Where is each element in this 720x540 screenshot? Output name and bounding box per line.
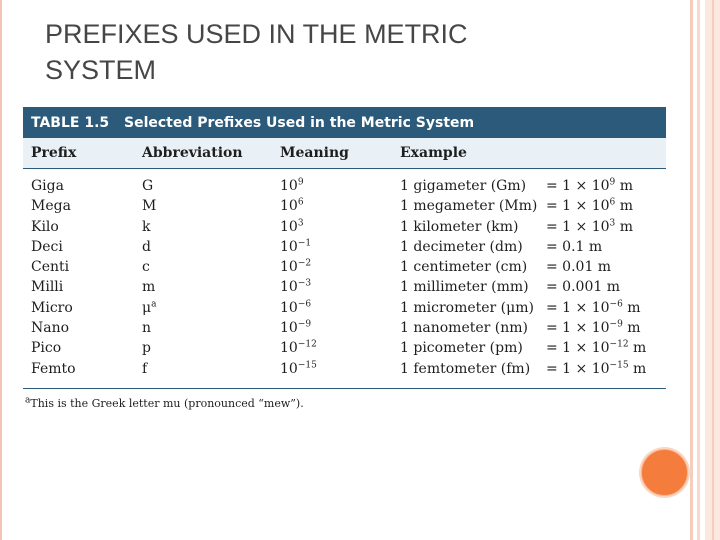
meaning-cell: $10^{-9}$ xyxy=(280,319,312,337)
prefix-cell: Milli xyxy=(31,279,64,296)
prefix-cell: Kilo xyxy=(31,218,59,235)
prefix-cell: Micro xyxy=(31,299,73,316)
meaning-cell: $10^{-6}$ xyxy=(280,299,312,316)
example-cell: 1 millimeter (mm) xyxy=(400,279,529,296)
table-row xyxy=(23,197,666,217)
meaning-cell: $10^{-12}$ xyxy=(280,339,317,357)
example-cell: 1 picometer (pm) xyxy=(400,340,523,357)
abbreviation-cell: G xyxy=(142,178,154,194)
meaning-cell: $10^3$ xyxy=(280,217,304,235)
meaning-cell: $10^6$ xyxy=(280,197,304,215)
abbreviation-cell: n xyxy=(142,320,152,337)
abbreviation-cell: k xyxy=(142,218,151,235)
prefix-cell: Pico xyxy=(31,340,62,357)
table-body xyxy=(23,169,666,380)
abbreviation-cell: M xyxy=(142,198,157,215)
meaning-cell: $10^9$ xyxy=(280,177,304,194)
slide-title: PREFIXES USED IN THE METRIC SYSTEM xyxy=(45,19,468,85)
meaning-cell: $10^{-2}$ xyxy=(280,258,312,276)
table-caption: Selected Prefixes Used in the Metric System xyxy=(124,114,475,131)
equivalent-cell: = $1 \times 10^{-15}$ m xyxy=(546,360,647,377)
table-footnote xyxy=(23,397,666,410)
slide-left-border xyxy=(0,0,2,540)
equivalent-cell: = 0.01 m xyxy=(546,259,612,276)
equivalent-cell: = 0.001 m xyxy=(546,279,620,296)
table-row xyxy=(23,278,666,298)
footnote-text: This is the Greek letter mu (pronounced “mew”). xyxy=(30,397,304,411)
equivalent-cell: = $1 \times 10^9$ m xyxy=(546,177,634,194)
prefix-cell: Giga xyxy=(31,178,64,194)
example-cell: 1 femtometer (fm) xyxy=(400,360,531,377)
abbreviation-cell: d xyxy=(142,238,151,255)
table-row xyxy=(23,177,666,197)
meaning-cell: $10^{-3}$ xyxy=(280,278,312,296)
equivalent-cell: = $1 \times 10^3$ m xyxy=(546,217,634,235)
abbreviation-cell: p xyxy=(142,340,151,357)
column-header-example: Example xyxy=(400,145,467,161)
prefix-cell: Deci xyxy=(31,238,63,255)
table-row xyxy=(23,238,666,258)
abbreviation-cell: $\mu^a$ xyxy=(142,299,157,316)
prefix-cell: Mega xyxy=(31,198,71,215)
table-header-bar xyxy=(23,107,666,138)
table-row xyxy=(23,258,666,278)
equivalent-cell: = $1 \times 10^6$ m xyxy=(546,197,634,215)
prefix-table xyxy=(23,107,666,410)
column-header-meaning: Meaning xyxy=(280,145,349,161)
meaning-cell: $10^{-1}$ xyxy=(280,238,312,255)
table-number: TABLE 1.5 xyxy=(31,114,110,131)
abbreviation-cell: c xyxy=(142,259,150,276)
table-row xyxy=(23,299,666,319)
table-bottom-rule xyxy=(23,388,666,390)
equivalent-cell: = $1 \times 10^{-9}$ m xyxy=(546,319,641,337)
column-header-abbreviation: Abbreviation xyxy=(142,145,243,161)
table-row xyxy=(23,339,666,359)
column-header-row xyxy=(23,138,666,169)
example-cell: 1 gigameter (Gm) xyxy=(400,178,527,194)
footnote-marker: a xyxy=(25,395,31,406)
abbreviation-cell: m xyxy=(142,279,156,296)
slide-right-stripe xyxy=(697,0,700,540)
decorative-circle xyxy=(641,449,688,496)
example-cell: 1 megameter (Mm) xyxy=(400,198,538,215)
column-header-prefix: Prefix xyxy=(31,145,77,161)
slide-right-stripe xyxy=(712,0,714,540)
example-cell: 1 decimeter (dm) xyxy=(400,238,523,255)
prefix-cell: Nano xyxy=(31,320,70,337)
example-cell: 1 kilometer (km) xyxy=(400,218,519,235)
equivalent-cell: = $1 \times 10^{-12}$ m xyxy=(546,339,647,357)
example-cell: 1 nanometer (nm) xyxy=(400,320,528,337)
meaning-cell: $10^{-15}$ xyxy=(280,360,317,377)
table-row xyxy=(23,319,666,339)
prefix-cell: Femto xyxy=(31,360,76,377)
example-cell: 1 micrometer (μm) xyxy=(400,299,534,316)
slide-right-stripe xyxy=(690,0,693,540)
equivalent-cell: = 0.1 m xyxy=(546,238,603,255)
table-row xyxy=(23,218,666,238)
prefix-cell: Centi xyxy=(31,259,70,276)
table-row xyxy=(23,360,666,380)
abbreviation-cell: f xyxy=(142,360,148,377)
equivalent-cell: = $1 \times 10^{-6}$ m xyxy=(546,299,641,316)
example-cell: 1 centimeter (cm) xyxy=(400,259,528,276)
